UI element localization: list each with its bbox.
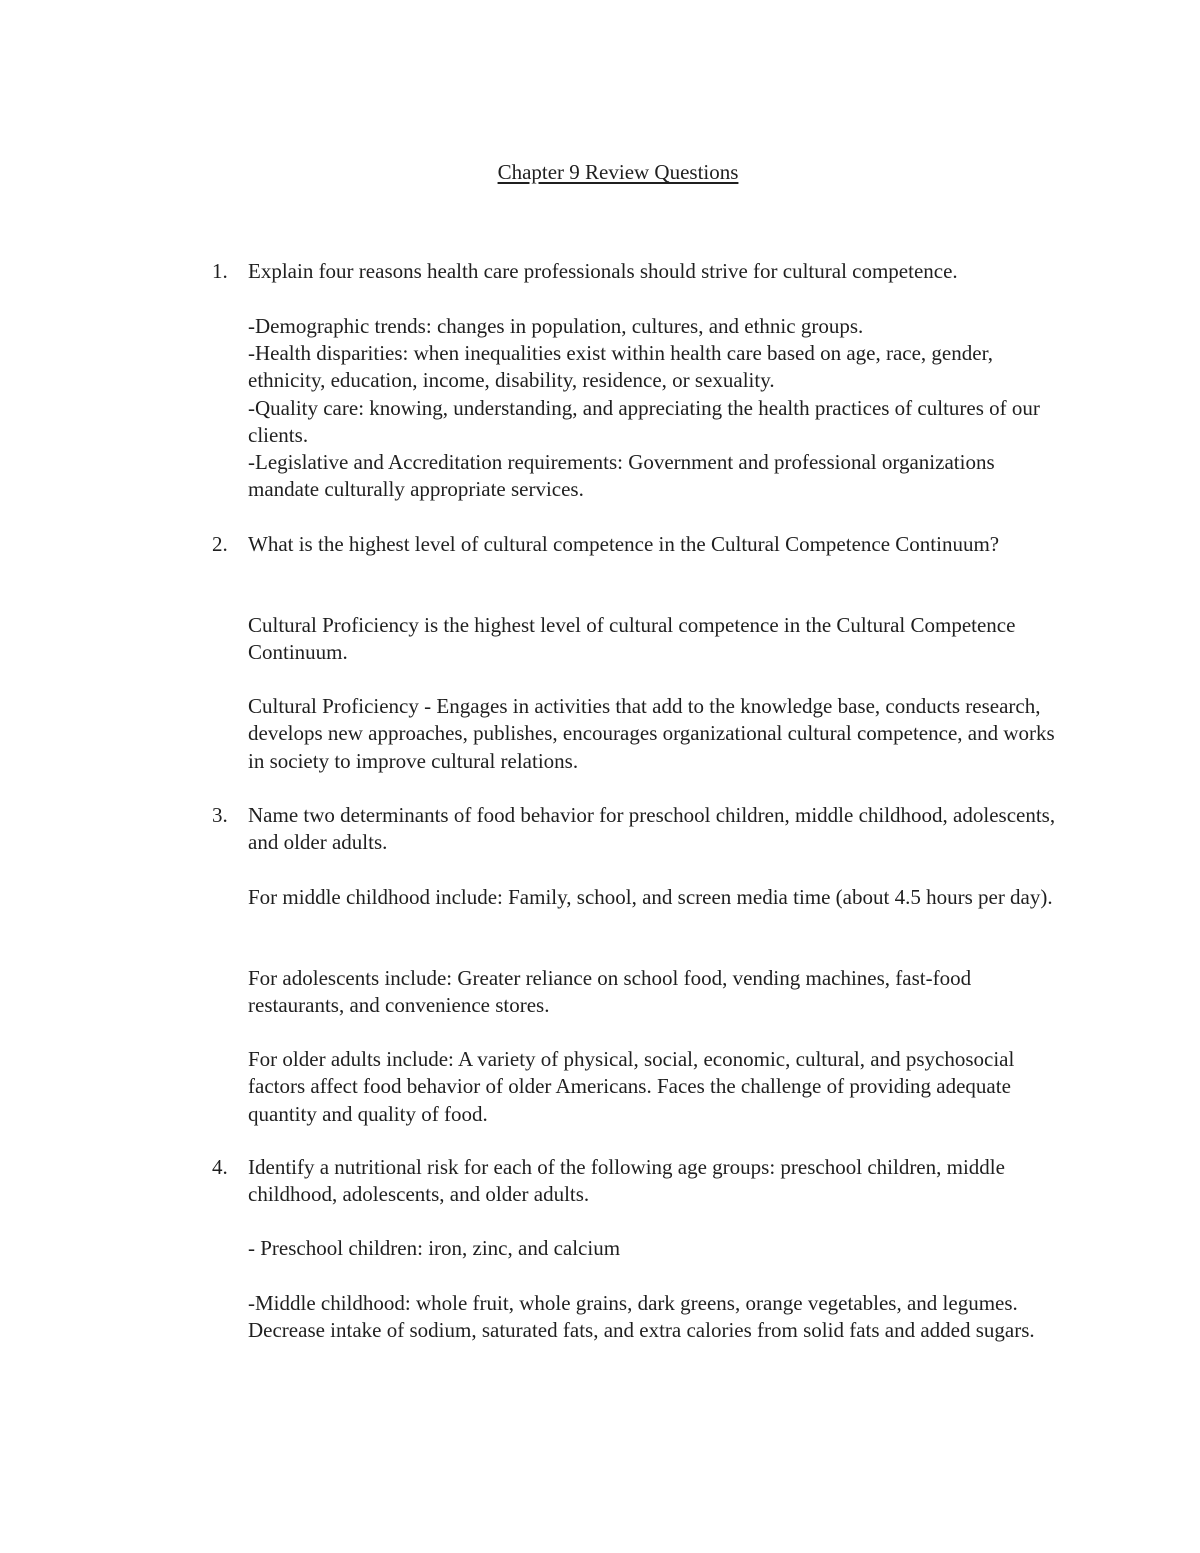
question-text: Name two determinants of food behavior for preschool children, middle childhood, adolescents, and older adults. bbox=[248, 803, 1056, 855]
question-number: 2. bbox=[212, 532, 228, 556]
question-text: Explain four reasons health care professionals should strive for cultural competence. bbox=[248, 259, 958, 283]
page-title: Chapter 9 Review Questions bbox=[497, 160, 739, 184]
answer-paragraph: - Preschool children: iron, zinc, and calcium bbox=[248, 1236, 621, 1260]
answer-line: -Health disparities: when inequalities exist within health care based on age, race, gender, ethnicity, education, income, disability, residence, or sexuality. bbox=[248, 341, 993, 393]
answer-paragraph: -Middle childhood: whole fruit, whole grains, dark greens, orange vegetables, and legumes. Decrease intake of sodium, saturated fats, and extra calories from solid fats and added sugars. bbox=[248, 1291, 1035, 1343]
question-number: 3. bbox=[212, 803, 228, 827]
question-number: 1. bbox=[212, 259, 228, 283]
question-3 bbox=[212, 802, 1068, 857]
answer-paragraph: For older adults include: A variety of physical, social, economic, cultural, and psychosocial factors affect food behavior of older Americans. Faces the challenge of providing adequate quantity and quality of food. bbox=[248, 1047, 1015, 1126]
answer-line: -Quality care: knowing, understanding, and appreciating the health practices of cultures of our clients. bbox=[248, 396, 1040, 448]
question-2 bbox=[212, 531, 1068, 558]
question-4 bbox=[212, 1154, 1068, 1209]
answer-paragraph: Cultural Proficiency - Engages in activities that add to the knowledge base, conducts research, develops new approaches, publishes, encourages organizational cultural competence, and works in society to improve cultural relations. bbox=[248, 694, 1055, 773]
question-text: Identify a nutritional risk for each of the following age groups: preschool children, middle childhood, adolescents, and older adults. bbox=[248, 1155, 1005, 1207]
answer-paragraph: For adolescents include: Greater reliance on school food, vending machines, fast-food restaurants, and convenience stores. bbox=[248, 966, 972, 1018]
question-number: 4. bbox=[212, 1155, 228, 1179]
question-text: What is the highest level of cultural competence in the Cultural Competence Continuum? bbox=[248, 532, 1000, 556]
answer-paragraph: For middle childhood include: Family, school, and screen media time (about 4.5 hours per day). bbox=[248, 885, 1053, 909]
answer-line: -Legislative and Accreditation requirements: Government and professional organizations mandate culturally appropriate services. bbox=[248, 450, 995, 502]
question-1 bbox=[212, 258, 1068, 285]
answer-paragraph: Cultural Proficiency is the highest level of cultural competence in the Cultural Competence Continuum. bbox=[248, 613, 1016, 665]
answer-line: -Demographic trends: changes in population, cultures, and ethnic groups. bbox=[248, 314, 864, 338]
